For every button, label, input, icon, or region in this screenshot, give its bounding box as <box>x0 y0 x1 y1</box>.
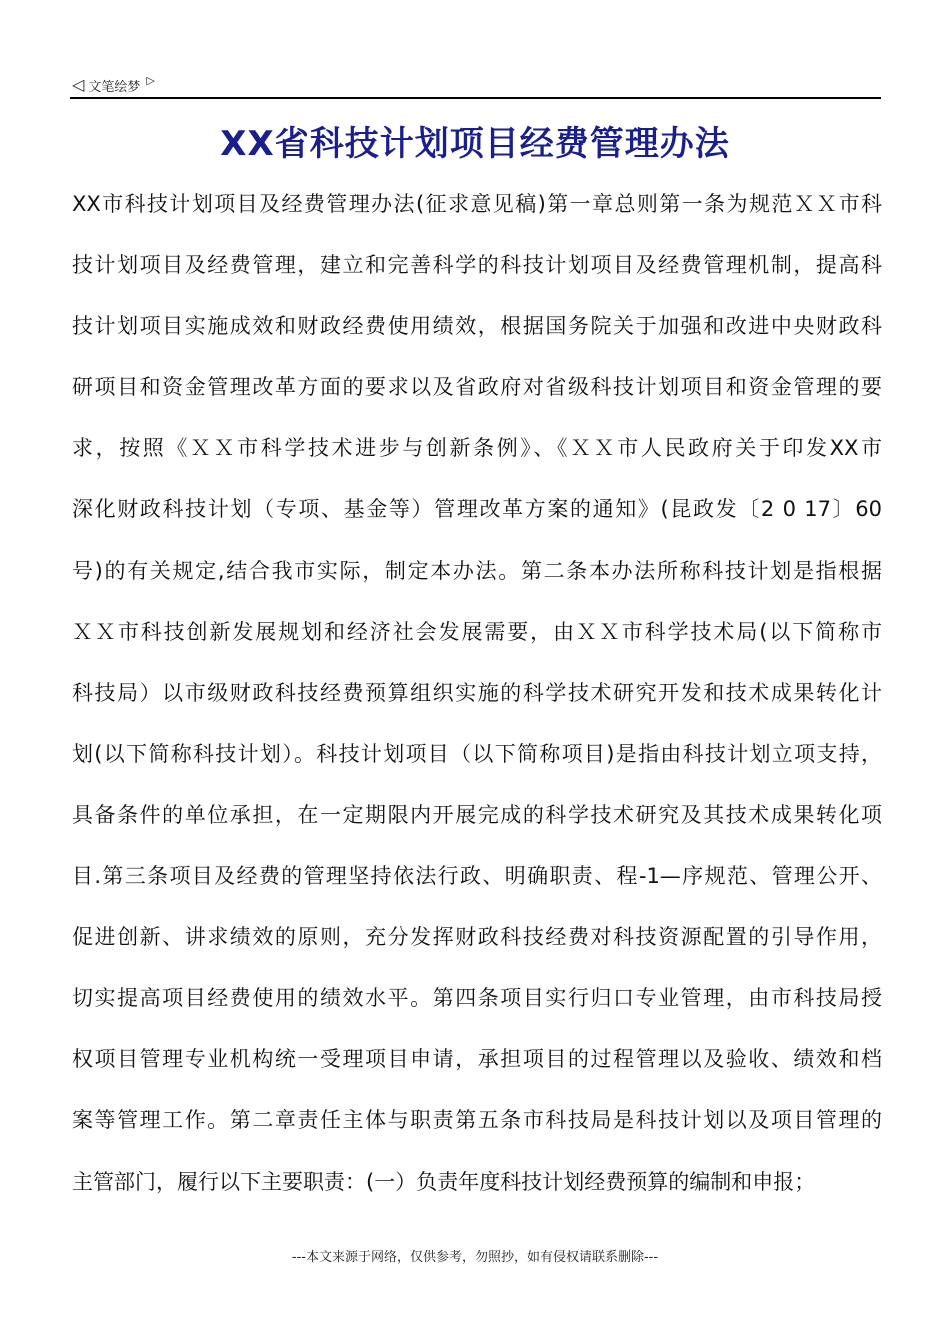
body-line: 目.第三条项目及经费的管理坚持依法行政、明确职责、程-1—序规范、管理公开、 <box>72 864 882 889</box>
body-line: 科技局）以市级财政科技经费预算组织实施的科学技术研究开发和技术成果转化计 <box>72 680 882 705</box>
body-line: ＸＸ市科技创新发展规划和经济社会发展需要，由ＸＸ市科学技术局(以下简称市 <box>72 619 882 644</box>
body-line: 案等管理工作。第二章责任主体与职责第五条市科技局是科技计划以及项目管理的 <box>72 1108 882 1133</box>
body-line: 划(以下简称科技计划）。科技计划项目（以下简称项目)是指由科技计划立项支持， <box>72 741 882 766</box>
body-line: 求，按照《ＸＸ市科学技术进步与创新条例》、《ＸＸ市人民政府关于印发XX市 <box>72 436 882 461</box>
body-line: 深化财政科技计划（专项、基金等）管理改革方案的通知》(昆政发〔2 0 17〕60 <box>72 497 882 522</box>
body-line: 主管部门，履行以下主要职责：(一）负责年度科技计划经费预算的编制和申报； <box>72 1169 816 1194</box>
body-line: 技计划项目及经费管理，建立和完善科学的科技计划项目及经费管理机制，提高科 <box>72 253 882 278</box>
left-triangle-icon: ◁ <box>72 75 85 94</box>
document-body <box>72 184 882 1223</box>
document-title: XX省科技计划项目经费管理办法 <box>220 124 730 164</box>
body-line: 切实提高项目经费使用的绩效水平。第四条项目实行归口专业管理，由市科技局授 <box>72 986 882 1011</box>
header-divider <box>70 97 881 99</box>
body-line: 研项目和资金管理改革方面的要求以及省政府对省级科技计划项目和资金管理的要 <box>72 375 882 400</box>
body-line: 促进创新、讲求绩效的原则，充分发挥财政科技经费对科技资源配置的引导作用， <box>72 925 882 950</box>
right-triangle-icon: ▷ <box>146 74 155 87</box>
header-label: 文笔绘梦 <box>88 79 141 95</box>
page-header <box>72 74 155 96</box>
body-line: 具备条件的单位承担，在一定期限内开展完成的科学技术研究及其技术成果转化项 <box>72 802 882 827</box>
body-line: 权项目管理专业机构统一受理项目申请，承担项目的过程管理以及验收、绩效和档 <box>72 1047 882 1072</box>
body-line: 号)的有关规定,结合我市实际，制定本办法。第二条本办法所称科技计划是指根据 <box>72 558 882 583</box>
body-line: 技计划项目实施成效和财政经费使用绩效，根据国务院关于加强和改进中央财政科 <box>72 314 882 339</box>
body-line: XX市科技计划项目及经费管理办法(征求意见稿)第一章总则第一条为规范ＸＸ市科 <box>72 192 882 216</box>
page-footer-note: ---本文来源于网络，仅供参考，勿照抄，如有侵权请联系删除--- <box>291 1250 659 1265</box>
